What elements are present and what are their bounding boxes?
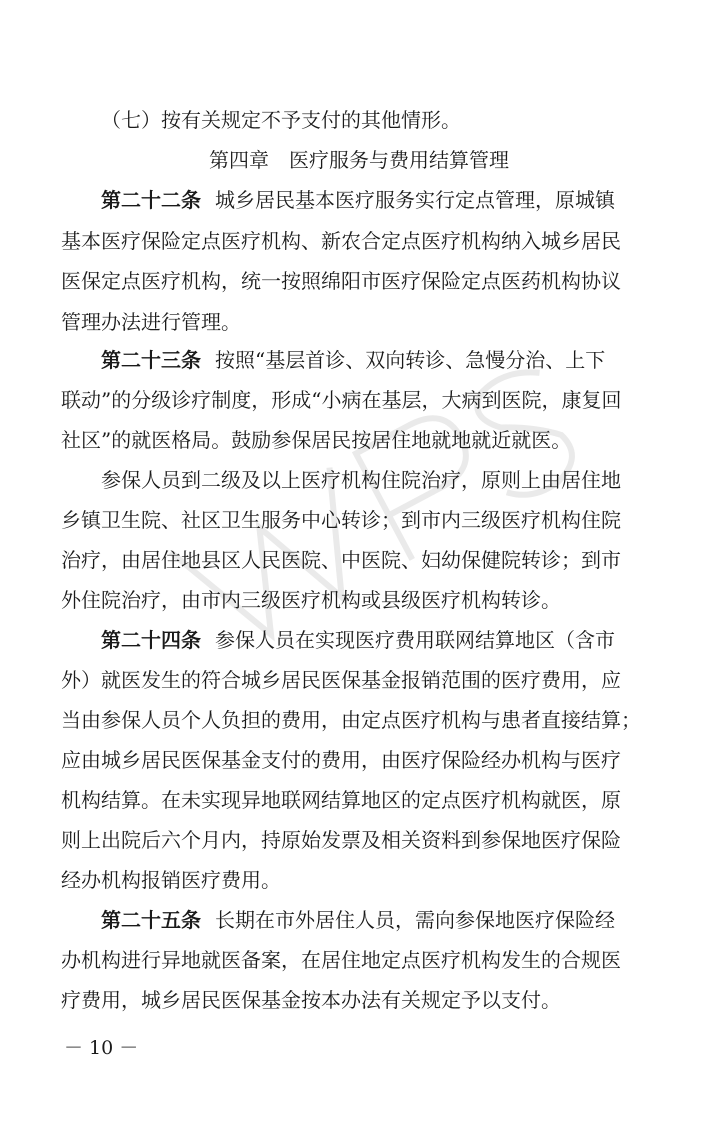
article-24-label: 第二十四条 bbox=[101, 628, 201, 652]
text-line: 经办机构报销医疗费用。 bbox=[61, 868, 281, 892]
article-25-label: 第二十五条 bbox=[101, 908, 201, 932]
text-line: 机构结算。在未实现异地联网结算地区的定点医疗机构就医，原 bbox=[61, 788, 621, 812]
text-line: 则上出院后六个月内，持原始发票及相关资料到参保地医疗保险 bbox=[61, 828, 621, 852]
article-22-line: 第二十二条 城乡居民基本医疗服务实行定点管理，原城镇 bbox=[101, 188, 615, 212]
text-line: 疗费用，城乡居民医保基金按本办法有关规定予以支付。 bbox=[61, 988, 561, 1012]
text-line: 联动”的分级诊疗制度，形成“小病在基层，大病到医院，康复回 bbox=[61, 388, 622, 412]
text-line: 基本医疗保险定点医疗机构、新农合定点医疗机构纳入城乡居民 bbox=[61, 229, 621, 253]
text-line: 管理办法进行管理。 bbox=[61, 310, 241, 334]
text-line: 当由参保人员个人负担的费用，由定点医疗机构与患者直接结算； bbox=[61, 708, 641, 732]
text-line: 外）就医发生的符合城乡居民医保基金报销范围的医疗费用，应 bbox=[61, 668, 621, 692]
text-line: 社区”的就医格局。鼓励参保居民按居住地就地就近就医。 bbox=[61, 428, 572, 452]
text-line: 参保人员到二级及以上医疗机构住院治疗，原则上由居住地 bbox=[101, 468, 621, 492]
article-25-line: 第二十五条 长期在市外居住人员，需向参保地医疗保险经 bbox=[101, 908, 615, 932]
article-23-line: 第二十三条 按照“基层首诊、双向转诊、急慢分治、上下 bbox=[101, 348, 606, 372]
text-line: 外住院治疗，由市内三级医疗机构或县级医疗机构转诊。 bbox=[61, 588, 561, 612]
text-line: 医保定点医疗机构，统一按照绵阳市医疗保险定点医药机构协议 bbox=[61, 269, 621, 293]
text-line: 办机构进行异地就医备案，在居住地定点医疗机构发生的合规医 bbox=[61, 948, 621, 972]
article-22-label: 第二十二条 bbox=[101, 188, 201, 212]
text-line: 乡镇卫生院、社区卫生服务中心转诊；到市内三级医疗机构住院 bbox=[61, 508, 621, 532]
page-number: － 10 － bbox=[64, 1037, 139, 1059]
article-24-line: 第二十四条 参保人员在实现医疗费用联网结算地区（含市 bbox=[101, 628, 615, 652]
article-23-label: 第二十三条 bbox=[101, 348, 201, 372]
text-line: 应由城乡居民医保基金支付的费用，由医疗保险经办机构与医疗 bbox=[61, 748, 621, 772]
text-line-1: （七）按有关规定不予支付的其他情形。 bbox=[101, 108, 461, 132]
text-line: 治疗，由居住地县区人民医院、中医院、妇幼保健院转诊；到市 bbox=[61, 548, 621, 572]
chapter-heading: 第四章 医疗服务与费用结算管理 bbox=[209, 148, 509, 172]
